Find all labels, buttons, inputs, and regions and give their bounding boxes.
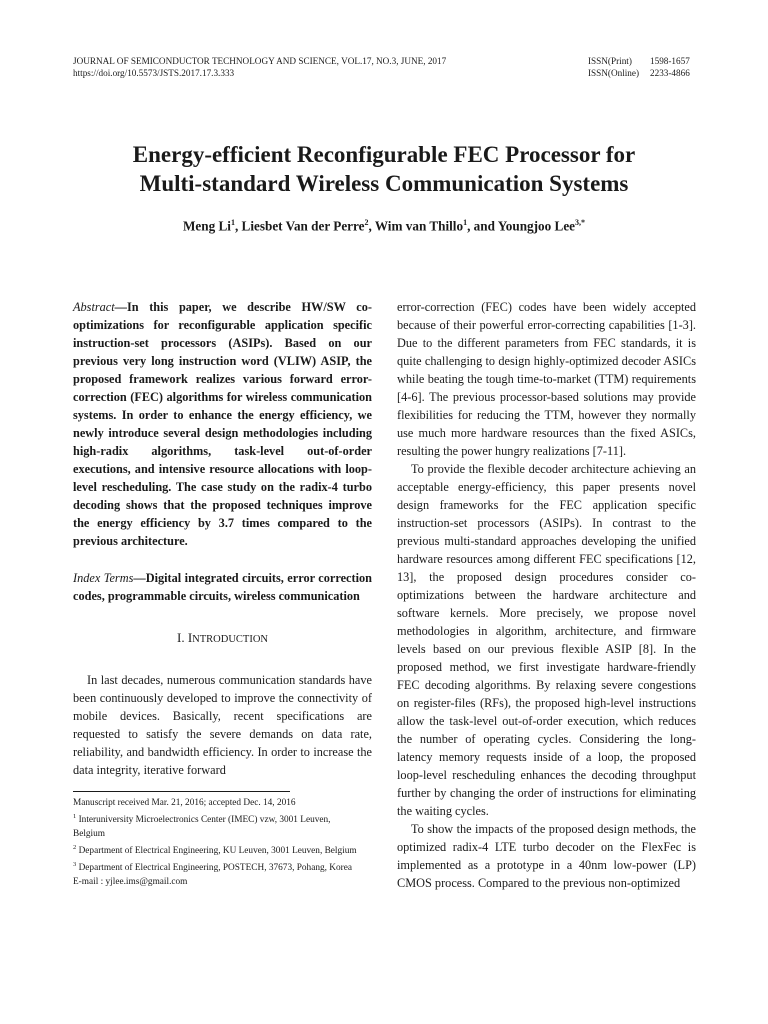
author-name: Meng Li — [182, 218, 231, 234]
doi-link[interactable]: https://doi.org/10.5573/JSTS.2017.17.3.333 — [73, 68, 235, 78]
author-name: Wim van Thillo — [374, 218, 464, 234]
contact-email[interactable]: E-mail : yjlee.ims@gmail.com — [73, 876, 188, 887]
author-name: Liesbet Van der Perre — [241, 218, 365, 234]
author-separator: , — [368, 218, 375, 234]
affiliation-text: Department of Electrical Engineering, KU Leuven, 3001 Leuven, Belgium — [78, 846, 357, 857]
issn-print-row — [588, 55, 690, 67]
section-initial: I — [187, 630, 193, 645]
left-column — [73, 298, 372, 779]
author-name: Youngjoo Lee — [497, 218, 576, 234]
issn-print-value: 1598-1657 — [650, 56, 690, 66]
affiliation-3 — [73, 858, 363, 875]
section-heading — [73, 629, 372, 649]
affiliation-1 — [73, 810, 363, 841]
affiliation-mark: 2 — [73, 843, 77, 851]
author-affiliation-mark: 1 — [463, 218, 468, 227]
paper-title — [40, 140, 728, 198]
footnote-divider — [73, 791, 290, 792]
index-terms — [73, 569, 372, 605]
affiliation-text: Department of Electrical Engineering, POSTECH, 37673, Pohang, Korea — [78, 863, 352, 874]
title-line-1: Energy-efficient Reconfigurable FEC Processor for — [132, 142, 636, 167]
issn-block — [588, 55, 690, 79]
affiliation-2 — [73, 841, 363, 858]
index-terms-text: —Digital integrated circuits, error correction codes, programmable circuits, wireless communication — [73, 571, 372, 603]
affiliation-text: Interuniversity Microelectronics Center (IMEC) vzw, 3001 Leuven, Belgium — [73, 815, 331, 839]
author-affiliation-mark: 1 — [230, 218, 235, 227]
intro-paragraph: In last decades, numerous communication standards have been continuously developed to improve the connectivity of mobile devices. Basically, recent specifications are requested to satisfy the severe demands on data rate, reliability, and bandwidth efficiency. In order to increase the data integrity, iterative forward — [73, 673, 372, 777]
title-line-2: Multi-standard Wireless Communication Systems — [139, 171, 629, 196]
author-affiliation-mark: 2 — [364, 218, 369, 227]
issn-print-label: ISSN(Print) — [588, 56, 632, 66]
author-separator: , and — [467, 218, 498, 234]
index-terms-label: Index Terms — [73, 571, 134, 585]
intro-paragraph-continued: error-correction (FEC) codes have been widely accepted because of their powerful error-correcting capabilities [1-3]. Due to the different parameters from FEC standards, it is quite challenging to design highly-optimized decoder ASICs while beating the tough time-to-market (TTM) requirements [4-6]. The previous processor-based solutions may provide flexibilities for reducing the TTM, however they normally use much more hardware resources than the fixed ASICs, resulting the power hungry realizations [7-11]. — [397, 300, 696, 458]
author-affiliation-mark: 3,* — [575, 218, 586, 227]
running-header — [73, 55, 446, 79]
journal-name: JOURNAL OF SEMICONDUCTOR TECHNOLOGY AND SCIENCE, VOL.17, NO.3, JUNE, 2017 — [73, 56, 447, 66]
issn-online-row — [588, 67, 690, 79]
issn-online-value: 2233-4866 — [650, 68, 690, 78]
affiliation-mark: 3 — [73, 861, 77, 869]
abstract-label: Abstract — [73, 300, 115, 314]
author-separator: , — [234, 218, 242, 234]
section-numeral: I. — [176, 630, 188, 645]
right-column — [397, 298, 696, 892]
abstract-text: —In this paper, we describe HW/SW co-optimizations for reconfigurable application specific instruction-set processors (ASIPs). Based on our previous very long instruction word (VLIW) ASIP, the proposed framework realizes various forward error-correction (FEC) algorithms for wireless communication systems. In order to enhance the energy efficiency, we newly introduce several design methodologies including high-radix algorithms, task-level out-of-order executions, and intensive resource allocations with loop-level rescheduling. The case study on the radix-4 turbo decoding shows that the proposed techniques improve the energy efficiency by 3.7 times compared to the previous architecture. — [73, 300, 372, 548]
issn-online-label: ISSN(Online) — [588, 68, 640, 78]
abstract — [73, 298, 372, 550]
intro-paragraph: To show the impacts of the proposed design methods, the optimized radix-4 LTE turbo decoder on the FlexFec is implemented as a prototype in a 40nm low-power (LP) CMOS process. Compared to the previous non-optimized — [397, 822, 696, 890]
intro-paragraph: To provide the flexible decoder architecture achieving an acceptable energy-efficiency, this paper presents novel design frameworks for the FEC application specific instruction-set processors (ASIPs). In contrast to the previous multi-standard approaches developing the unified hardware resources among different FEC specifications [12, 13], the proposed design procedures consider co-optimizations between the hardware architecture and software kernels. More precisely, we propose novel methodologies in algorithm, architecture, and firmware levels based on our previous flexible ASIP [8]. In the proposed method, we first investigate hardware-friendly FEC decoding algorithms. By relaxing severe congestions on register-files (RFs), the proposed high-level instructions allow the task-level out-of-order execution, which reduces the number of operating cycles. Considering the long-latency memory requests inside of a loop, the proposed loop-level rescheduling enhances the decoding throughput further by changing the order of instructions for eliminating the waiting cycles. — [397, 462, 696, 818]
manuscript-dates: Manuscript received Mar. 21, 2016; accepted Dec. 14, 2016 — [73, 798, 296, 808]
author-list — [40, 214, 728, 235]
section-title-rest: NTRODUCTION — [192, 634, 268, 645]
footnotes — [73, 797, 363, 889]
affiliation-mark: 1 — [73, 813, 77, 821]
